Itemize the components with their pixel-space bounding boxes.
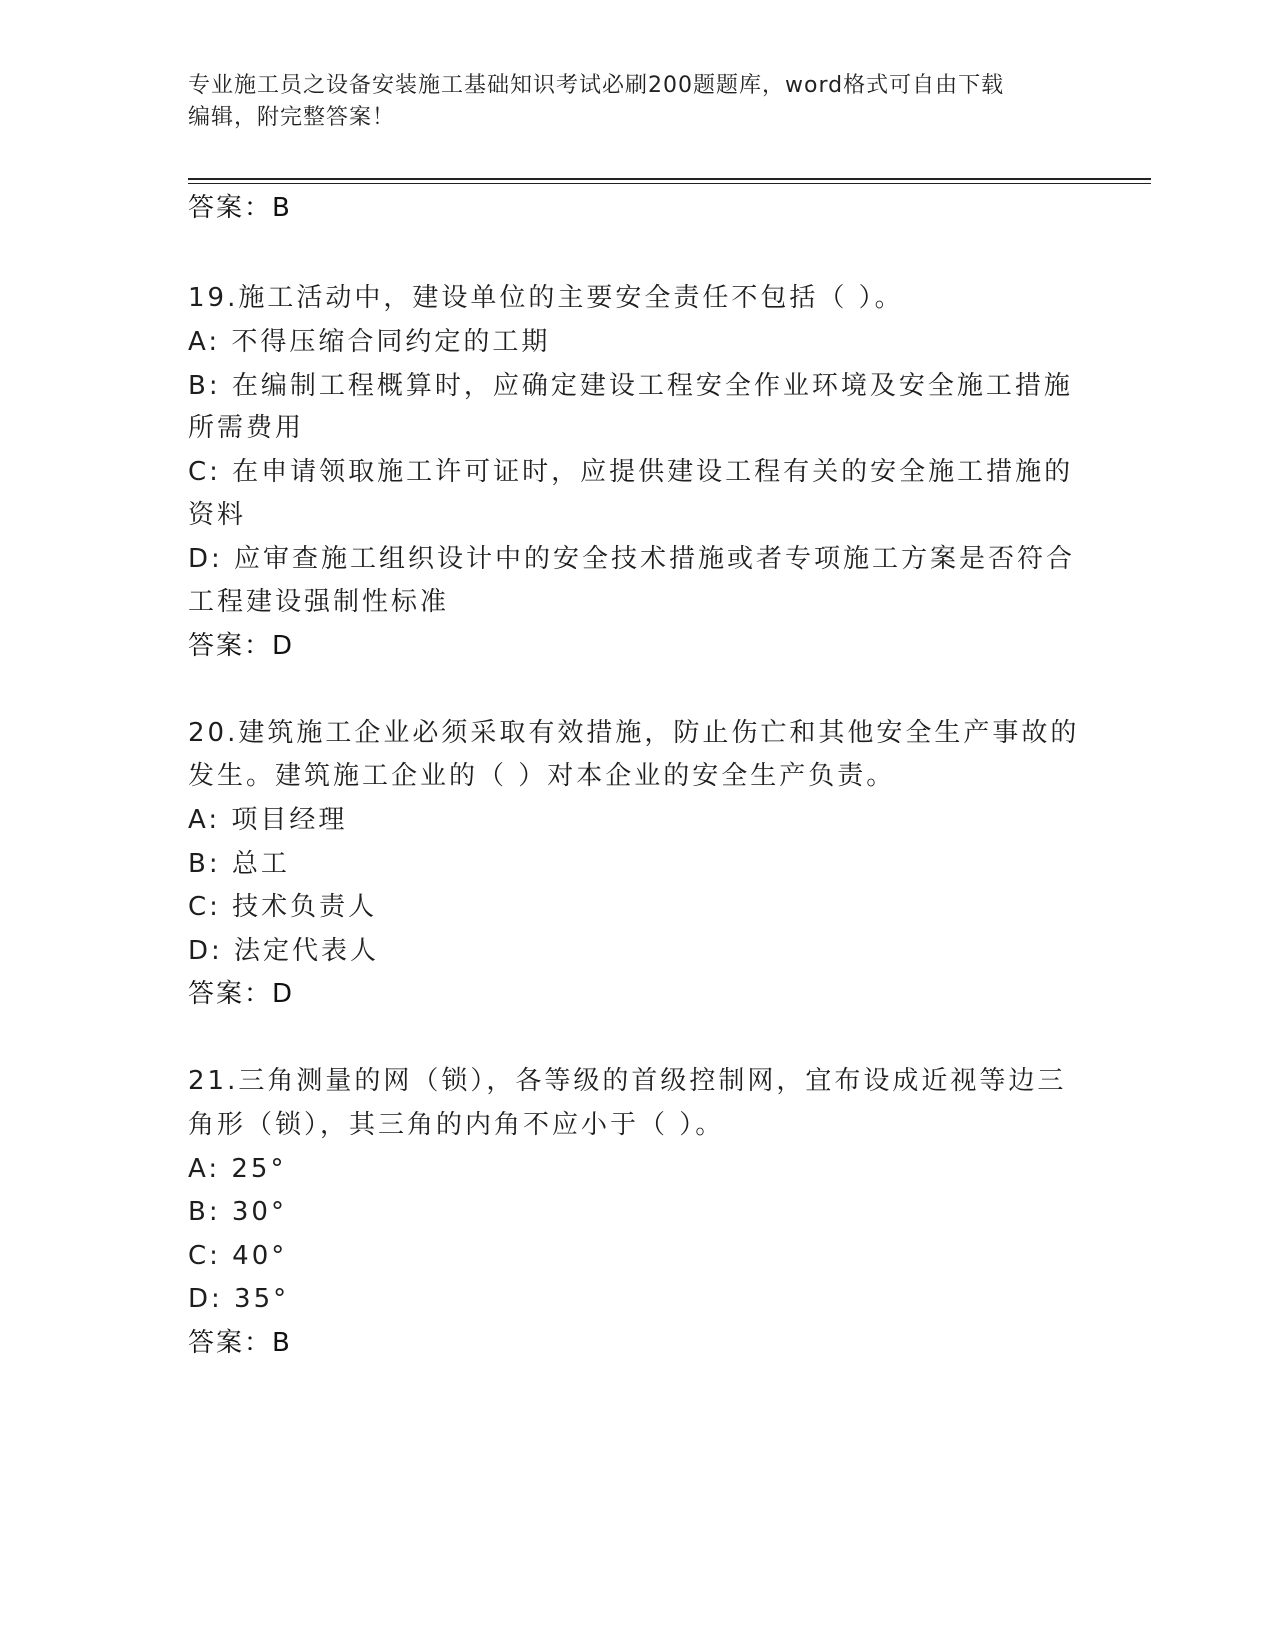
question-21-option-a: A: 25° <box>188 1154 287 1184</box>
question-19-answer: 答案：D <box>188 631 295 661</box>
previous-answer: 答案：B <box>188 193 292 223</box>
question-19-option-b-cont: 所需费用 <box>188 413 305 443</box>
header-title-line-1: 专业施工员之设备安装施工基础知识考试必刷200题题库，word格式可自由下载 <box>188 73 1005 98</box>
question-19-option-d-cont: 工程建设强制性标准 <box>188 587 450 617</box>
question-20-option-d: D: 法定代表人 <box>188 936 380 966</box>
question-21-option-c: C: 40° <box>188 1241 288 1271</box>
question-19-stem: 19.施工活动中，建设单位的主要安全责任不包括（ ）。 <box>188 283 904 313</box>
header-divider-thin <box>188 183 1151 184</box>
question-21-stem: 21.三角测量的网（锁），各等级的首级控制网，宜布设成近视等边三 <box>188 1066 1067 1096</box>
question-21-option-d: D: 35° <box>188 1284 290 1314</box>
header-title-line-2: 编辑，附完整答案！ <box>188 105 396 130</box>
question-21-answer: 答案：B <box>188 1328 292 1358</box>
question-20-option-c: C: 技术负责人 <box>188 892 378 922</box>
document-header <box>188 70 1088 134</box>
question-19-option-c: C: 在申请领取施工许可证时，应提供建设工程有关的安全施工措施的 <box>188 457 1074 487</box>
question-21-option-b: B: 30° <box>188 1197 287 1227</box>
question-19-option-c-cont: 资料 <box>188 500 247 530</box>
question-20-stem: 20.建筑施工企业必须采取有效措施，防止伤亡和其他安全生产事故的 <box>188 718 1080 748</box>
question-20-option-a: A: 项目经理 <box>188 805 348 835</box>
question-19-option-a: A: 不得压缩合同约定的工期 <box>188 327 551 357</box>
header-divider <box>188 178 1151 180</box>
question-20-answer: 答案：D <box>188 979 295 1009</box>
question-21-stem-cont: 角形（锁），其三角的内角不应小于（ ）。 <box>188 1110 725 1140</box>
question-19-option-b: B: 在编制工程概算时，应确定建设工程安全作业环境及安全施工措施 <box>188 371 1073 401</box>
question-20-stem-cont: 发生。建筑施工企业的（ ）对本企业的安全生产负责。 <box>188 761 896 791</box>
question-19-option-d: D: 应审查施工组织设计中的安全技术措施或者专项施工方案是否符合 <box>188 544 1076 574</box>
question-20-option-b: B: 总工 <box>188 849 290 879</box>
